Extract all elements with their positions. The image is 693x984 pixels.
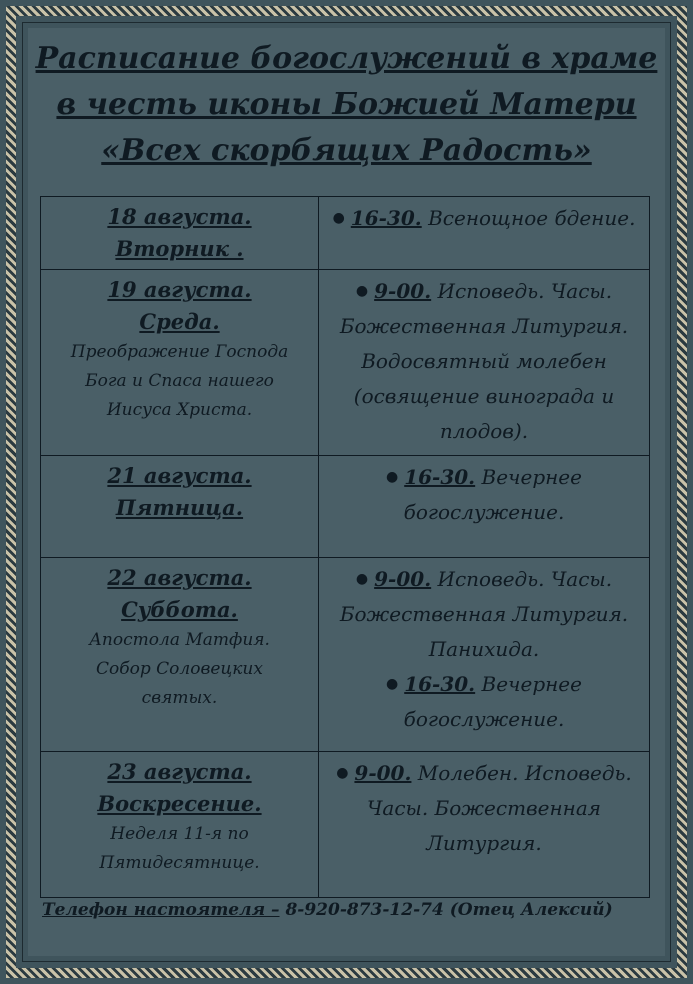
date-cell: [41, 197, 319, 270]
date-label: 21 августа.: [107, 463, 252, 488]
title-line-1: Расписание богослужений в храме: [35, 41, 658, 76]
bullet-icon: ●: [386, 469, 399, 485]
service-time: 9-00.: [354, 761, 412, 785]
contact-note: (Отец Алексий): [449, 900, 613, 920]
service-text: Всенощное бдение.: [428, 206, 636, 230]
service-item: [325, 667, 643, 737]
weekday-label: Суббота.: [121, 597, 238, 622]
table-row: [41, 270, 650, 456]
table-row: [41, 752, 650, 898]
service-time: 9-00.: [374, 279, 432, 303]
date-cell: [41, 752, 319, 898]
contact-label: Телефон настоятеля –: [42, 900, 280, 920]
feast-line: Неделя 11-я по: [110, 824, 249, 844]
feast-line: Пятидесятнице.: [99, 853, 260, 873]
bullet-icon: ●: [386, 676, 399, 692]
services-cell: [319, 752, 650, 898]
page-title: [28, 36, 665, 174]
service-text: Вечернее богослужение.: [403, 465, 582, 524]
service-time: 16-30.: [350, 206, 422, 230]
weekday-label: Вторник .: [115, 236, 244, 261]
contact-phone[interactable]: 8-920-873-12-74: [285, 900, 444, 920]
services-cell: [319, 558, 650, 752]
services-cell: [319, 197, 650, 270]
service-text: Исповедь. Часы. Божественная Литургия. Панихида.: [339, 567, 629, 661]
service-text: Молебен. Исповедь. Часы. Божественная Литургия.: [366, 761, 632, 855]
service-time: 16-30.: [404, 672, 476, 696]
date-label: 19 августа.: [107, 277, 252, 302]
feast-line: святых.: [141, 688, 218, 708]
weekday-label: Воскресение.: [97, 791, 262, 816]
date-label: 22 августа.: [107, 565, 252, 590]
feast-line: Собор Соловецких: [96, 659, 263, 679]
bullet-icon: ●: [355, 571, 369, 587]
service-item: [325, 201, 643, 236]
feast-line: Апостола Матфия.: [89, 630, 270, 650]
table-row: [41, 197, 650, 270]
service-item: [325, 274, 643, 449]
date-label: 18 августа.: [107, 204, 252, 229]
service-text: Исповедь. Часы. Божественная Литургия. Водосвятный молебен (освящение винограда и плодов).: [339, 279, 629, 443]
table-row: [41, 558, 650, 752]
feast-line: Бога и Спаса нашего: [85, 371, 274, 391]
feast-line: Иисуса Христа.: [106, 400, 253, 420]
title-line-2: в честь иконы Божией Матери: [56, 87, 637, 122]
date-cell: [41, 270, 319, 456]
schedule-table: [40, 196, 650, 898]
bullet-icon: ●: [332, 210, 345, 226]
service-item: [325, 562, 643, 667]
table-row: [41, 456, 650, 558]
service-item: [325, 756, 643, 861]
date-cell: [41, 558, 319, 752]
contact-line: [42, 900, 613, 920]
weekday-label: Среда.: [139, 309, 220, 334]
services-cell: [319, 456, 650, 558]
weekday-label: Пятница.: [115, 495, 244, 520]
service-time: 16-30.: [404, 465, 476, 489]
service-item: [325, 460, 643, 530]
feast-line: Преображение Господа: [70, 342, 289, 362]
services-cell: [319, 270, 650, 456]
service-time: 9-00.: [374, 567, 432, 591]
bullet-icon: ●: [355, 283, 369, 299]
title-line-3: «Всех скорбящих Радость»: [101, 133, 592, 168]
date-label: 23 августа.: [107, 759, 252, 784]
bullet-icon: ●: [336, 765, 349, 781]
date-cell: [41, 456, 319, 558]
service-text: Вечернее богослужение.: [403, 672, 582, 731]
